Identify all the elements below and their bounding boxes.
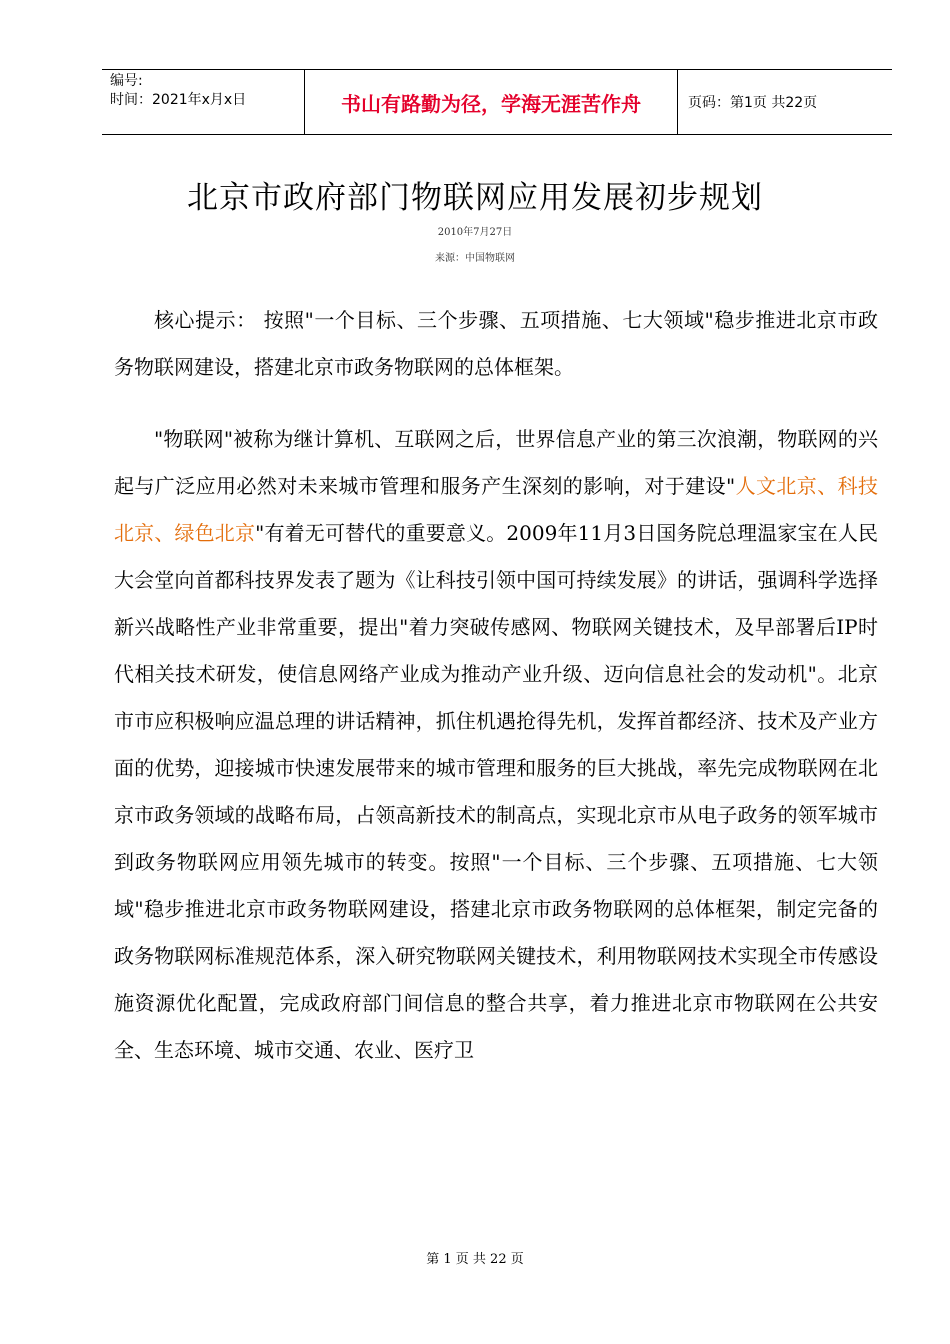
page-header xyxy=(102,69,892,135)
body-paragraph xyxy=(114,416,878,1074)
document-date: 2010年7月27日 xyxy=(437,227,513,238)
body-text-part1: "物联网"被称为继计算机、互联网之后，世界信息产业的第三次浪潮，物联网的兴起与广泛应用必然对未来城市管理和服务产生深刻的影响，对于建设" xyxy=(114,427,878,498)
number-label: 编号: xyxy=(110,73,143,89)
motto: 书山有路勤为径，学海无涯苦作舟 xyxy=(305,70,678,134)
body-text-part2: "有着无可替代的重要意义。2009年11月3日国务院总理温家宝在人民大会堂向首都科技界发表了题为《让科技引领中国可持续发展》的讲话，强调科学选择新兴战略性产业非常重要，提出"着力突破传感网、物联网关键技术，及早部署后IP时代相关技术研发，使信息网络产业成为推动产业升级、迈向信息社会的发动机"。北京市市应积极响应温总理的讲话精神，抓住机遇抢得先机，发挥首都经济、技术及产业方面的优势，迎接城市快速发展带来的城市管理和服务的巨大挑战，率先完成物联网在北京市政务领域的战略布局，占领高新技术的制高点，实现北京市从电子政务的领军城市到政务物联网应用领先城市的转变。按照"一个目标、三个步骤、五项措施、七大领域"稳步推进北京市政务物联网建设，搭建北京市政务物联网的总体框架，制定完备的政务物联网标准规范体系，深入研究物联网关键技术，利用物联网技术实现全市传感设施资源优化配置，完成政府部门间信息的整合共享，着力推进北京市物联网在公共安全、生态环境、城市交通、农业、医疗卫 xyxy=(114,521,879,1062)
time-label: 时间：2021年x月x日 xyxy=(110,92,247,108)
core-tip-paragraph: 核心提示： 按照"一个目标、三个步骤、五项措施、七大领域"稳步推进北京市政务物联网建设，搭建北京市政务物联网的总体框架。 xyxy=(114,308,878,379)
header-left-cell xyxy=(102,70,305,134)
document-source: 来源：中国物联网 xyxy=(435,253,515,264)
document-title: 北京市政府部门物联网应用发展初步规划 xyxy=(187,180,763,216)
page-info: 页码：第1页 共22页 xyxy=(688,95,818,111)
body-highlight-text: 人文北京、科技北京、绿色北京 xyxy=(114,474,879,545)
page-footer: 第 1 页 共 22 页 xyxy=(426,1252,524,1267)
